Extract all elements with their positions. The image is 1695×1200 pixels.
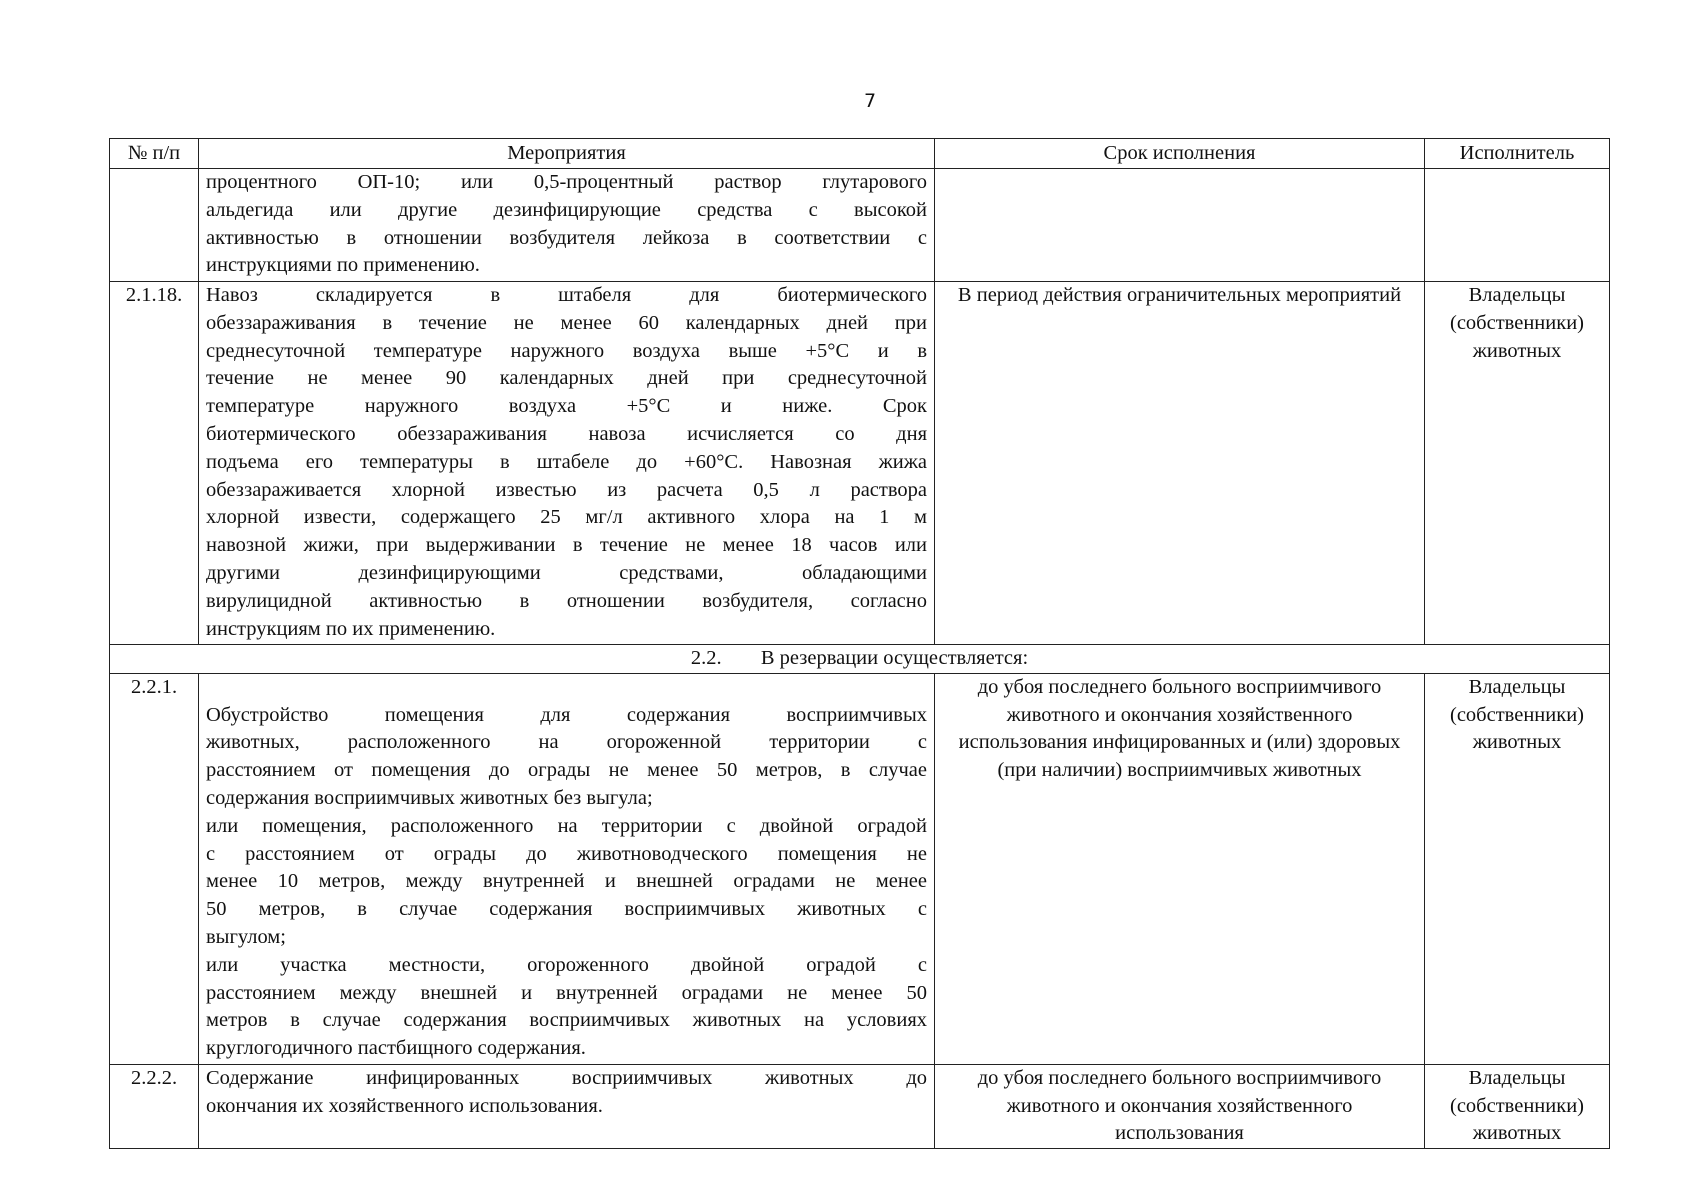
activity-line: среднесуточной температуре наружного воздуха выше +5°С и в (206, 339, 927, 362)
activity-line: активностью в отношении возбудителя лейкоза в соответствии с (206, 226, 927, 249)
row-executor: Владельцы (собственники) животных (1425, 673, 1610, 1064)
activity-line: инструкциями по применению. (206, 254, 480, 277)
activity-line: обеззараживания в течение не менее 60 календарных дней при (206, 311, 927, 334)
section-title: В резервации осуществляется: (760, 647, 1029, 669)
row-term: В период действия ограничительных мероприятий (935, 282, 1425, 645)
row-term: до убоя последнего больного восприимчивого животного и окончания хозяйственного использования инфицированных и (или) здоровых (при наличии) восприимчивых животных (935, 673, 1425, 1064)
activity-line: инструкциям по их применению. (206, 617, 496, 640)
activity-line: окончания их хозяйственного использования. (206, 1094, 603, 1117)
activity-line: расстоянием между внешней и внутренней оградами не менее 50 (206, 981, 927, 1004)
activity-line: вирулицидной активностью в отношении возбудителя, согласно (206, 589, 927, 612)
row-term (935, 169, 1425, 282)
row-term: до убоя последнего больного восприимчивого животного и окончания хозяйственного использования (935, 1064, 1425, 1148)
activity-line: температуре наружного воздуха +5°С и ниже. Срок (206, 395, 927, 418)
activity-line: биотермического обеззараживания навоза исчисляется со дня (206, 422, 927, 445)
row-activity (199, 282, 935, 645)
section-row (110, 645, 1610, 674)
section-heading (110, 645, 1610, 674)
activity-line: животных, расположенного на огороженной территории с (206, 731, 927, 754)
activity-line: расстоянием от помещения до ограды не менее 50 метров, в случае (206, 759, 927, 782)
header-num: № п/п (110, 139, 199, 169)
row-executor: Владельцы (собственники) животных (1425, 1064, 1610, 1148)
activity-line: содержания восприимчивых животных без выгула; (206, 786, 653, 809)
activity-line: Содержание инфицированных восприимчивых животных до (206, 1066, 927, 1089)
table-row (110, 673, 1610, 1064)
table-row (110, 1064, 1610, 1148)
activity-line: Обустройство помещения для содержания восприимчивых (206, 703, 927, 726)
activity-line: течение не менее 90 календарных дней при среднесуточной (206, 367, 927, 390)
activity-line: 50 метров, в случае содержания восприимчивых животных с (206, 898, 927, 921)
row-num: 2.2.1. (110, 673, 199, 1064)
activity-line: выгулом; (206, 925, 286, 948)
row-executor: Владельцы (собственники) животных (1425, 282, 1610, 645)
table-row (110, 169, 1610, 282)
activity-line: другими дезинфицирующими средствами, обладающими (206, 561, 927, 584)
table-row (110, 282, 1610, 645)
activity-line: Навоз складируется в штабеля для биотермического (206, 284, 927, 306)
row-executor (1425, 169, 1610, 282)
row-activity (199, 1064, 935, 1148)
activity-line: обеззараживается хлорной известью из расчета 0,5 л раствора (206, 478, 927, 501)
row-num (110, 169, 199, 282)
activity-line: или участка местности, огороженного двойной оградой с (206, 953, 927, 976)
activity-line: круглогодичного пастбищного содержания. (206, 1037, 586, 1060)
activity-line: или помещения, расположенного на территории с двойной оградой (206, 814, 927, 837)
activity-line: процентного ОП-10; или 0,5-процентный раствор глутарового (206, 171, 927, 193)
table-header-row (110, 139, 1610, 169)
activity-line: с расстоянием от ограды до животноводческого помещения не (206, 842, 927, 865)
header-term: Срок исполнения (935, 139, 1425, 169)
activity-line: навозной жижи, при выдерживании в течение не менее 18 часов или (206, 534, 927, 557)
activity-line: метров в случае содержания восприимчивых животных на условиях (206, 1009, 927, 1032)
activity-line: подъема его температуры в штабеле до +60°С. Навозная жижа (206, 450, 927, 473)
row-activity (199, 169, 935, 282)
section-number: 2.2. (690, 647, 722, 669)
row-num: 2.2.2. (110, 1064, 199, 1148)
measures-table (109, 138, 1610, 1149)
activity-line: хлорной извести, содержащего 25 мг/л активного хлора на 1 м (206, 506, 927, 529)
activity-line: менее 10 метров, между внутренней и внешней оградами не менее (206, 870, 927, 893)
row-activity (199, 673, 935, 1064)
row-num: 2.1.18. (110, 282, 199, 645)
page-number: 7 (863, 90, 877, 112)
header-executor: Исполнитель (1425, 139, 1610, 169)
header-activity: Мероприятия (199, 139, 935, 169)
activity-line: альдегида или другие дезинфицирующие средства с высокой (206, 198, 927, 221)
blank-line (206, 674, 927, 702)
